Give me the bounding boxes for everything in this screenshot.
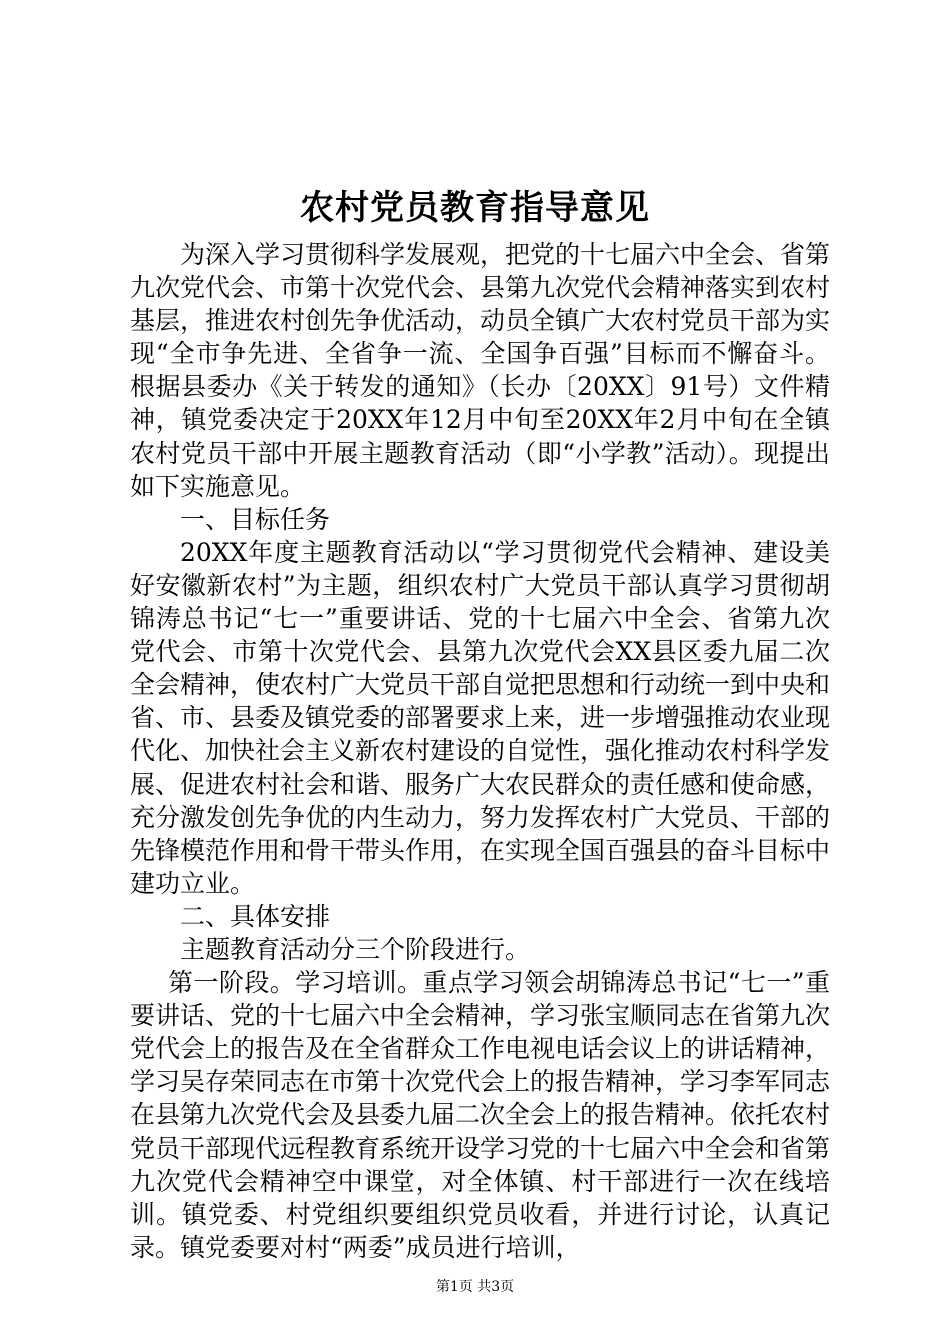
- section-heading-goals: 一、目标任务: [180, 504, 331, 534]
- stages-intro-paragraph: 主题教育活动分三个阶段进行。: [180, 934, 531, 964]
- document-title: 农村党员教育指导意见: [300, 188, 650, 228]
- document-body: [130, 238, 830, 1264]
- intro-paragraph: 为深入学习贯彻科学发展观，把党的十七届六中全会、省第九次党代会、市第十次党代会、县第九次党代会精神落实到农村基层，推进农村创先争优活动，动员全镇广大农村党员干部为实现“全市争先进、全省争一流、全国争百强”目标而不懈奋斗。根据县委办《关于转发的通知》（长办〔20XX〕91号）文件精神，镇党委决定于20XX年12月中旬至20XX年2月中旬在全镇农村党员干部中开展主题教育活动（即“小学教”活动）。现提出如下实施意见。: [130, 240, 831, 501]
- section-heading-arrangement: 二、具体安排: [180, 901, 331, 931]
- page-footer: 第1页 共3页: [435, 1279, 515, 1295]
- stage-one-paragraph: 第一阶段。学习培训。重点学习领会胡锦涛总书记“七一”重要讲话、党的十七届六中全会精神，学习张宝顺同志在省第九次党代会上的报告及在全省群众工作电视电话会议上的讲话精神，学习吴存荣同志在市第十次党代会上的报告精神，学习李军同志在县第九次党代会及县委九届二次全会上的报告精神。依托农村党员干部现代远程教育系统开设学习党的十七届六中全会和省第九次党代会精神空中课堂，对全体镇、村干部进行一次在线培训。镇党委、村党组织要组织党员收看，并进行讨论，认真记录。镇党委要对村“两委”成员进行培训，: [130, 968, 831, 1262]
- goals-paragraph: 20XX年度主题教育活动以“学习贯彻党代会精神、建设美好安徽新农村”为主题，组织农村广大党员干部认真学习贯彻胡锦涛总书记“七一”重要讲话、党的十七届六中全会、省第九次党代会、市第十次党代会、县第九次党代会XX县区委九届二次全会精神，使农村广大党员干部自觉把思想和行动统一到中央和省、市、县委及镇党委的部署要求上来，进一步增强推动农业现代化、加快社会主义新农村建设的自觉性，强化推动农村科学发展、促进农村社会和谐、服务广大农民群众的责任感和使命感，充分激发创先争优的内生动力，努力发挥农村广大党员、干部的先锋模范作用和骨干带头作用，在实现全国百强县的奋斗目标中建功立业。: [130, 537, 831, 898]
